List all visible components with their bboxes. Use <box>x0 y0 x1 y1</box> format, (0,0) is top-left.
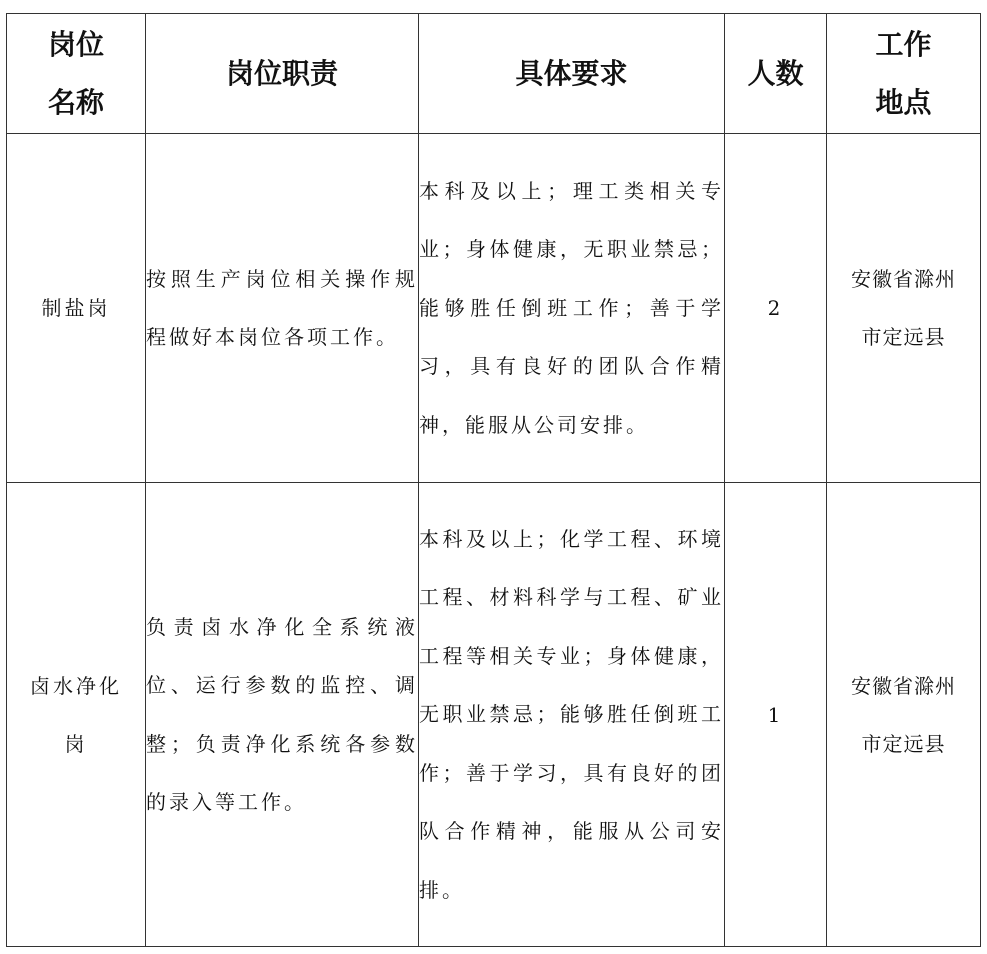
header-position-name <box>7 14 146 134</box>
header-duty <box>146 14 419 134</box>
cell-location <box>827 134 981 483</box>
header-location <box>827 14 981 134</box>
header-count <box>725 14 827 134</box>
table-header-row <box>7 14 981 134</box>
header-position-name-text: 岗位名称 <box>47 27 104 119</box>
cell-duty: 按照生产岗位相关操作规程做好本岗位各项工作。 <box>146 134 419 483</box>
cell-position-name <box>7 134 146 483</box>
header-location-text: 工作地点 <box>875 27 932 119</box>
location-text: 安徽省滁州市定远县 <box>851 673 956 756</box>
cell-count: 2 <box>725 134 827 483</box>
job-positions-table <box>6 13 981 947</box>
position-name-text: 制盐岗 <box>41 296 111 320</box>
header-requirement <box>419 14 725 134</box>
header-count-text: 人数 <box>747 56 804 90</box>
cell-requirement: 本科及以上；化学工程、环境工程、材料科学与工程、矿业工程等相关专业；身体健康，无职业禁忌；能够胜任倒班工作；善于学习，具有良好的团队合作精神，能服从公司安排。 <box>419 483 725 947</box>
table-row <box>7 483 981 947</box>
location-text: 安徽省滁州市定远县 <box>851 267 956 349</box>
cell-duty: 负责卤水净化全系统液位、运行参数的监控、调整；负责净化系统各参数的录入等工作。 <box>146 483 419 947</box>
header-requirement-text: 具体要求 <box>515 56 628 90</box>
header-duty-text: 岗位职责 <box>225 56 338 90</box>
cell-location <box>827 483 981 947</box>
cell-count: 1 <box>725 483 827 947</box>
table-row <box>7 134 981 483</box>
cell-position-name <box>7 483 146 947</box>
position-name-text: 卤水净化岗 <box>30 673 122 756</box>
cell-requirement: 本科及以上；理工类相关专业；身体健康，无职业禁忌；能够胜任倒班工作；善于学习，具有良好的团队合作精神，能服从公司安排。 <box>419 134 725 483</box>
